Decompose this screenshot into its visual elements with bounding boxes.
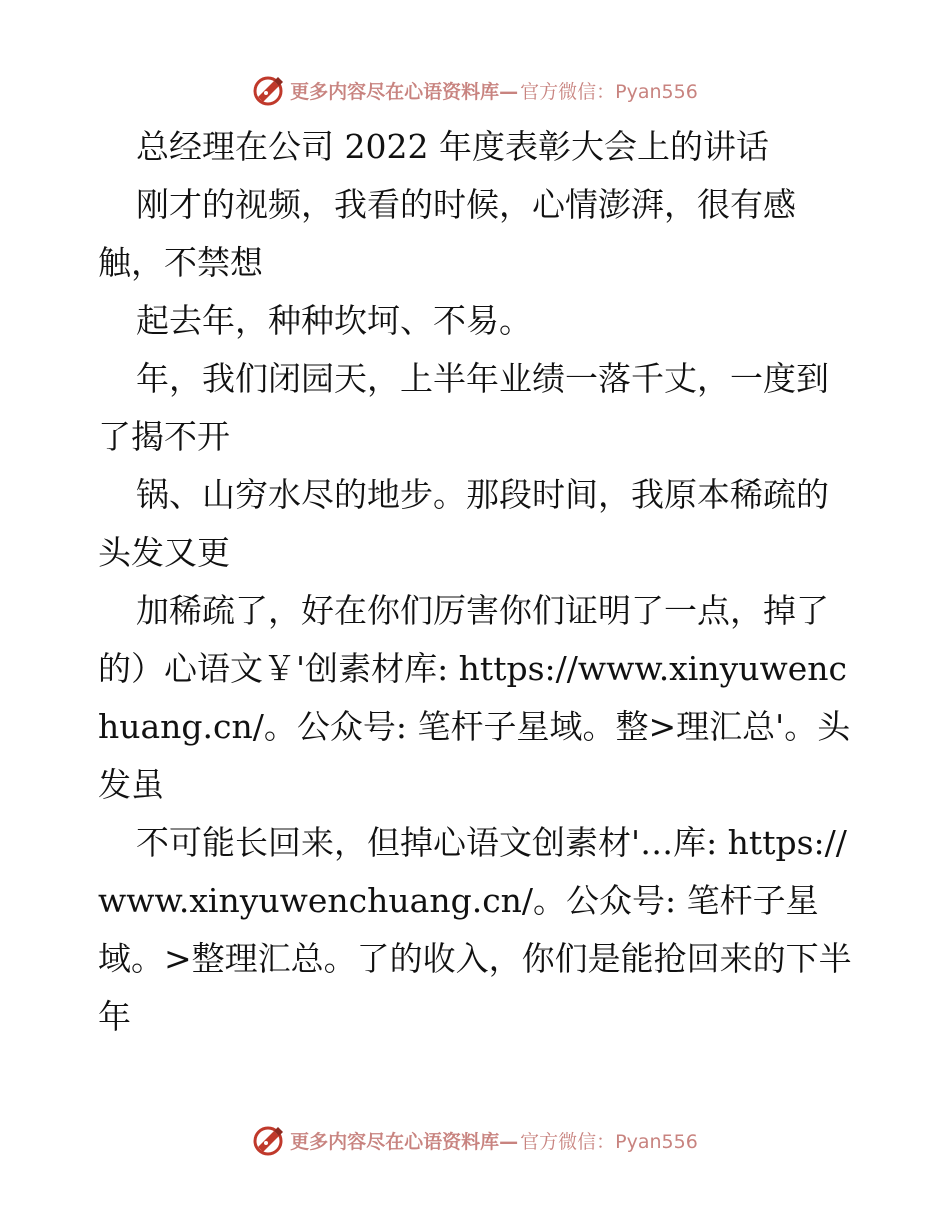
paragraph: 加稀疏了，好在你们厉害你们证明了一点，掉了的）心语文￥'创素材库: https://www.xinyuwenchuang.cn/。公众号: 笔杆子星域。整>理汇总'。头发虽 <box>98 591 851 804</box>
document-title: 总经理在公司 2022 年度表彰大会上的讲话 <box>136 127 769 166</box>
header-wechat: 官方微信：Pyan556 <box>520 80 698 103</box>
footer-wechat: 官方微信：Pyan556 <box>520 1130 698 1153</box>
paragraph: 年，我们闭园天，上半年业绩一落千丈，一度到了揭不开 <box>98 359 829 456</box>
header-slogan: 更多内容尽在心语资料库— <box>290 80 519 103</box>
document-body <box>98 118 858 1046</box>
footer-slogan: 更多内容尽在心语资料库— <box>290 1130 519 1153</box>
footer-banner <box>0 1120 950 1160</box>
header-banner <box>0 70 950 110</box>
paragraph: 起去年，种种坎坷、不易。 <box>136 301 532 340</box>
pen-logo-icon <box>252 73 286 107</box>
paragraph: 刚才的视频，我看的时候，心情澎湃，很有感触，不禁想 <box>98 185 796 282</box>
paragraph: 锅、山穷水尽的地步。那段时间，我原本稀疏的头发又更 <box>98 475 829 572</box>
paragraph: 不可能长回来，但掉心语文创素材'…库: https://www.xinyuwenchuang.cn/。公众号: 笔杆子星域。>整理汇总。了的收入，你们是能抢回来的下半年 <box>98 823 852 1036</box>
pen-logo-icon <box>252 1123 286 1157</box>
